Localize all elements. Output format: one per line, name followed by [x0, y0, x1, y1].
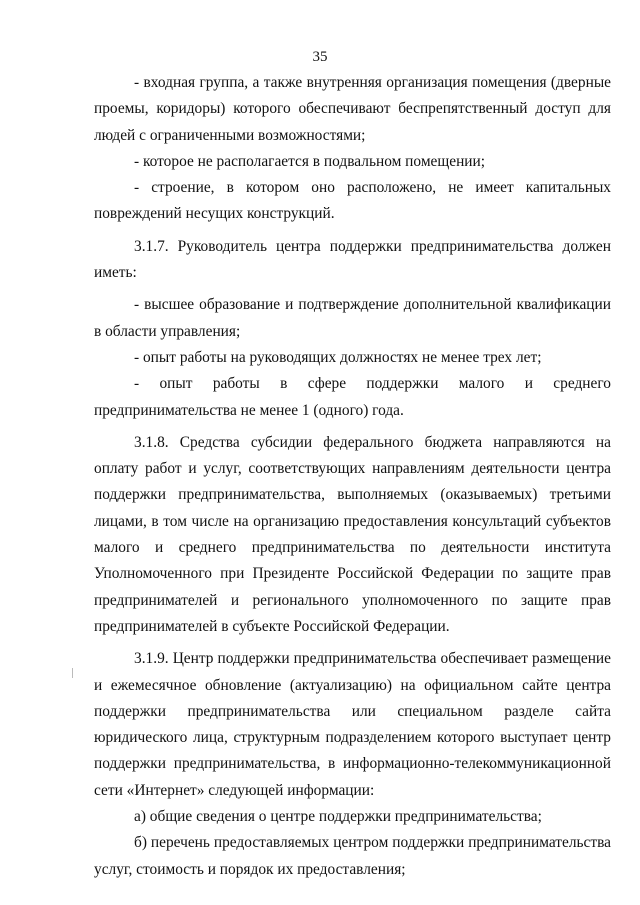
- margin-mark: [72, 668, 73, 678]
- paragraph-6: - опыт работы на руководящих должностях не менее трех лет;: [134, 348, 542, 366]
- paragraph-3: - строение, в котором оно расположено, не имеет капитальных повреждений несущих конструкций.: [94, 179, 611, 223]
- paragraph-1: - входная группа, а также внутренняя организация помещения (дверные проемы, коридоры) которого обеспечивают беспрепятственный доступ для людей с ограниченными возможностями;: [94, 74, 611, 144]
- paragraph-7: - опыт работы в сфере поддержки малого и среднего предпринимательства не менее 1 (одного) года.: [94, 375, 611, 419]
- paragraph-4: 3.1.7. Руководитель центра поддержки предпринимательства должен иметь:: [94, 237, 611, 282]
- paragraph-11: б) перечень предоставляемых центром поддержки предпринимательства услуг, стоимость и порядок их предоставления;: [94, 834, 611, 878]
- paragraph-9: 3.1.9. Центр поддержки предпринимательства обеспечивает размещение и ежемесячное обновление (актуализацию) на официальном сайте центра поддержки предпринимательства или специальном разделе сайта юридического лица, структурным подразделением которого выступает центр поддержки предпринимательства, в информационно-телекоммуникационной сети «Интернет» следующей информации:: [94, 650, 611, 799]
- page-number: 35: [312, 49, 328, 65]
- document-body: [94, 70, 611, 883]
- paragraph-2: - которое не располагается в подвальном помещении;: [134, 152, 486, 170]
- paragraph-5: - высшее образование и подтверждение дополнительной квалификации в области управления;: [94, 296, 611, 340]
- paragraph-10: а) общие сведения о центре поддержки предпринимательства;: [134, 808, 542, 826]
- paragraph-8: 3.1.8. Средства субсидии федерального бюджета направляются на оплату работ и услуг, соответствующих направлениям деятельности центра поддержки предпринимательства, выполняемых (оказываемых) третьими лицами, в том числе на организацию предоставления консультаций субъектов малого и среднего предпринимательства по деятельности института Уполномоченного при Президенте Российской Федерации по защите прав предпринимателей и регионального уполномоченного по защите прав предпринимателей в субъекте Российской Федерации.: [94, 433, 611, 635]
